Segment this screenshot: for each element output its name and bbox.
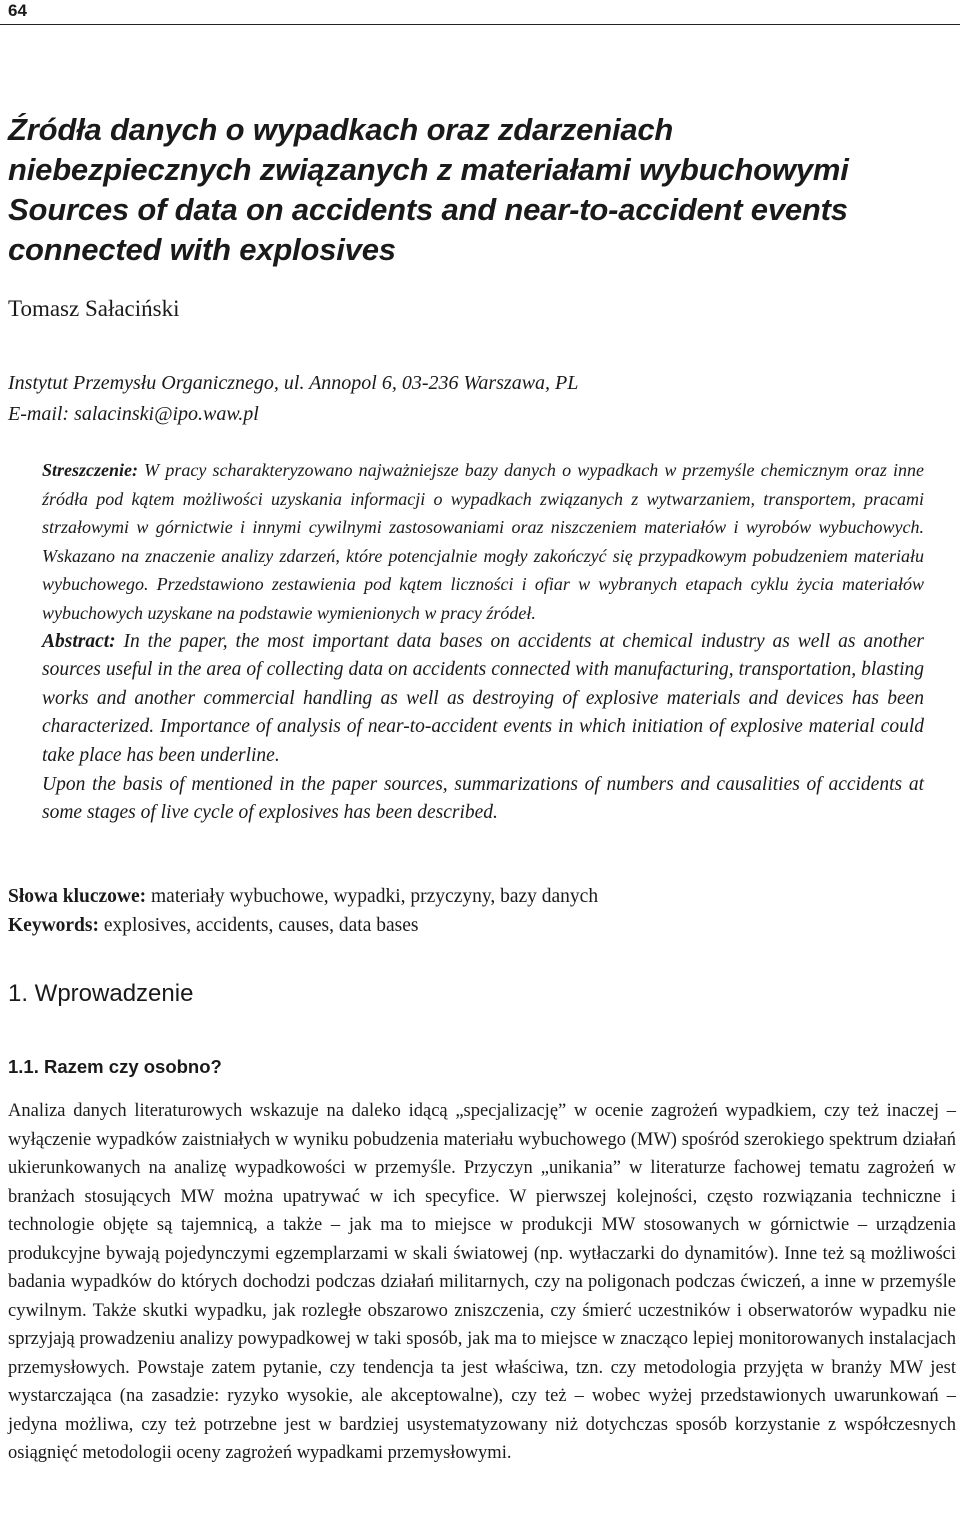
- affiliation-address: Instytut Przemysłu Organicznego, ul. Annopol 6, 03-236 Warszawa, PL: [8, 372, 579, 394]
- subsection-heading: 1.1. Razem czy osobno?: [8, 1056, 222, 1077]
- abstract-pl-text: W pracy scharakteryzowano najważniejsze bazy danych o wypadkach w przemyśle chemicznym oraz inne źródła pod kątem możliwości uzyskania informacji o wypadkach związanych z wytwarzaniem, transportem, pracami strzałowymi w górnictwie i innymi cywilnymi zastosowaniami oraz niszczeniem materiałów i wyrobów wybuchowych. Wskazano na znaczenie analizy zdarzeń, które potencjalnie mogły zakończyć się przypadkowym pobudzeniem materiału wybuchowego. Przedstawiono zestawienia pod kątem liczności i ofiar w wybranych etapach cyklu życia materiałów wybuchowych uzyskane na podstawie wymienionych w pracy źródeł.: [42, 460, 924, 623]
- section-heading: 1. Wprowadzenie: [8, 980, 194, 1007]
- title-line: Źródła danych o wypadkach oraz zdarzeniach: [8, 112, 674, 147]
- title-line: Sources of data on accidents and near-to-accident events: [8, 192, 848, 227]
- abstract-en-label: Abstract:: [42, 630, 116, 652]
- author-affiliation: [8, 368, 578, 430]
- article-title: [8, 110, 953, 270]
- abstract-en-text: In the paper, the most important data bases on accidents at chemical industry as well as another sources useful in the area of collecting data on accidents connected with manufacturing, transportation, blasting works and another commercial handling as well as destroying of explosive materials and devices has been characterized. Importance of analysis of near-to-accident events in which initiation of explosive material could take place has been underline.: [42, 630, 924, 766]
- page-number: 64: [8, 1, 27, 20]
- body-paragraph: Analiza danych literaturowych wskazuje na daleko idącą „specjalizację” w ocenie zagrożeń wypadkiem, czy też inaczej – wyłączenie wypadków zaistniałych w wyniku pobudzenia materiału wybuchowego (MW) spośród szerokiego spektrum działań ukierunkowanych na analizę wypadkowości w przemyśle. Przyczyn „unikania” w literaturze fachowej tematu zagrożeń w branżach stosujących MW można upatrywać w ich specyfice. W pierwszej kolejności, często rozwiązania techniczne i technologie objęte są tajemnicą, a także – jak ma to miejsce w produkcji MW stosowanych w górnictwie – urządzenia produkcyjne bywają pojedynczymi egzemplarzami w skali światowej (np. wytłaczarki do dynamitów). Inne też są możliwości badania wypadków do których dochodzi podczas działań militarnych, czy na poligonach podczas ćwiczeń, a inne w przemyśle cywilnym. Także skutki wypadku, jak rozległe obszarowo zniszczenia, czy śmierć uczestników i obserwatorów wypadku nie sprzyjają prowadzeniu analizy powypadkowej w taki sposób, jak ma to miejsce w znacząco lepiej monitorowanych instalacjach przemysłowych. Powstaje zatem pytanie, czy tendencja ta jest właściwa, tzn. czy metodologia przyjęta w branży MW jest wystarczająca (na zasadzie: ryzyko wysokie, ale akceptowalne), czy też – wobec wyżej przedstawionych uwarunkowań – jedyna możliwa, czy też potrzebne jest w bardziej usystematyzowany niż dotychczas sposób korzystanie z współczesnych osiągnięć metodologii oceny zagrożeń wypadkami przemysłowymi.: [8, 1101, 956, 1463]
- keywords-en: [8, 911, 598, 940]
- keywords-pl: [8, 882, 598, 911]
- author-email: E-mail: salacinski@ipo.waw.pl: [8, 403, 259, 425]
- title-line: connected with explosives: [8, 232, 396, 267]
- keywords-pl-label: Słowa kluczowe:: [8, 886, 147, 907]
- title-line: niebezpiecznych związanych z materiałami wybuchowymi: [8, 152, 849, 187]
- abstract-block: [42, 456, 924, 828]
- abstract-pl-label: Streszczenie:: [42, 460, 138, 480]
- header-rule: [0, 24, 960, 25]
- keywords-en-text: explosives, accidents, causes, data bases: [99, 915, 419, 936]
- abstract-en: [42, 628, 924, 771]
- author-name: Tomasz Sałaciński: [8, 296, 180, 321]
- abstract-en-second: Upon the basis of mentioned in the paper sources, summarizations of numbers and causalities of accidents at some stages of live cycle of explosives has been described.: [42, 773, 924, 824]
- keywords-en-label: Keywords:: [8, 915, 99, 936]
- keywords-block: [8, 882, 598, 940]
- abstract-pl: [42, 456, 924, 628]
- keywords-pl-text: materiały wybuchowe, wypadki, przyczyny, bazy danych: [146, 886, 599, 907]
